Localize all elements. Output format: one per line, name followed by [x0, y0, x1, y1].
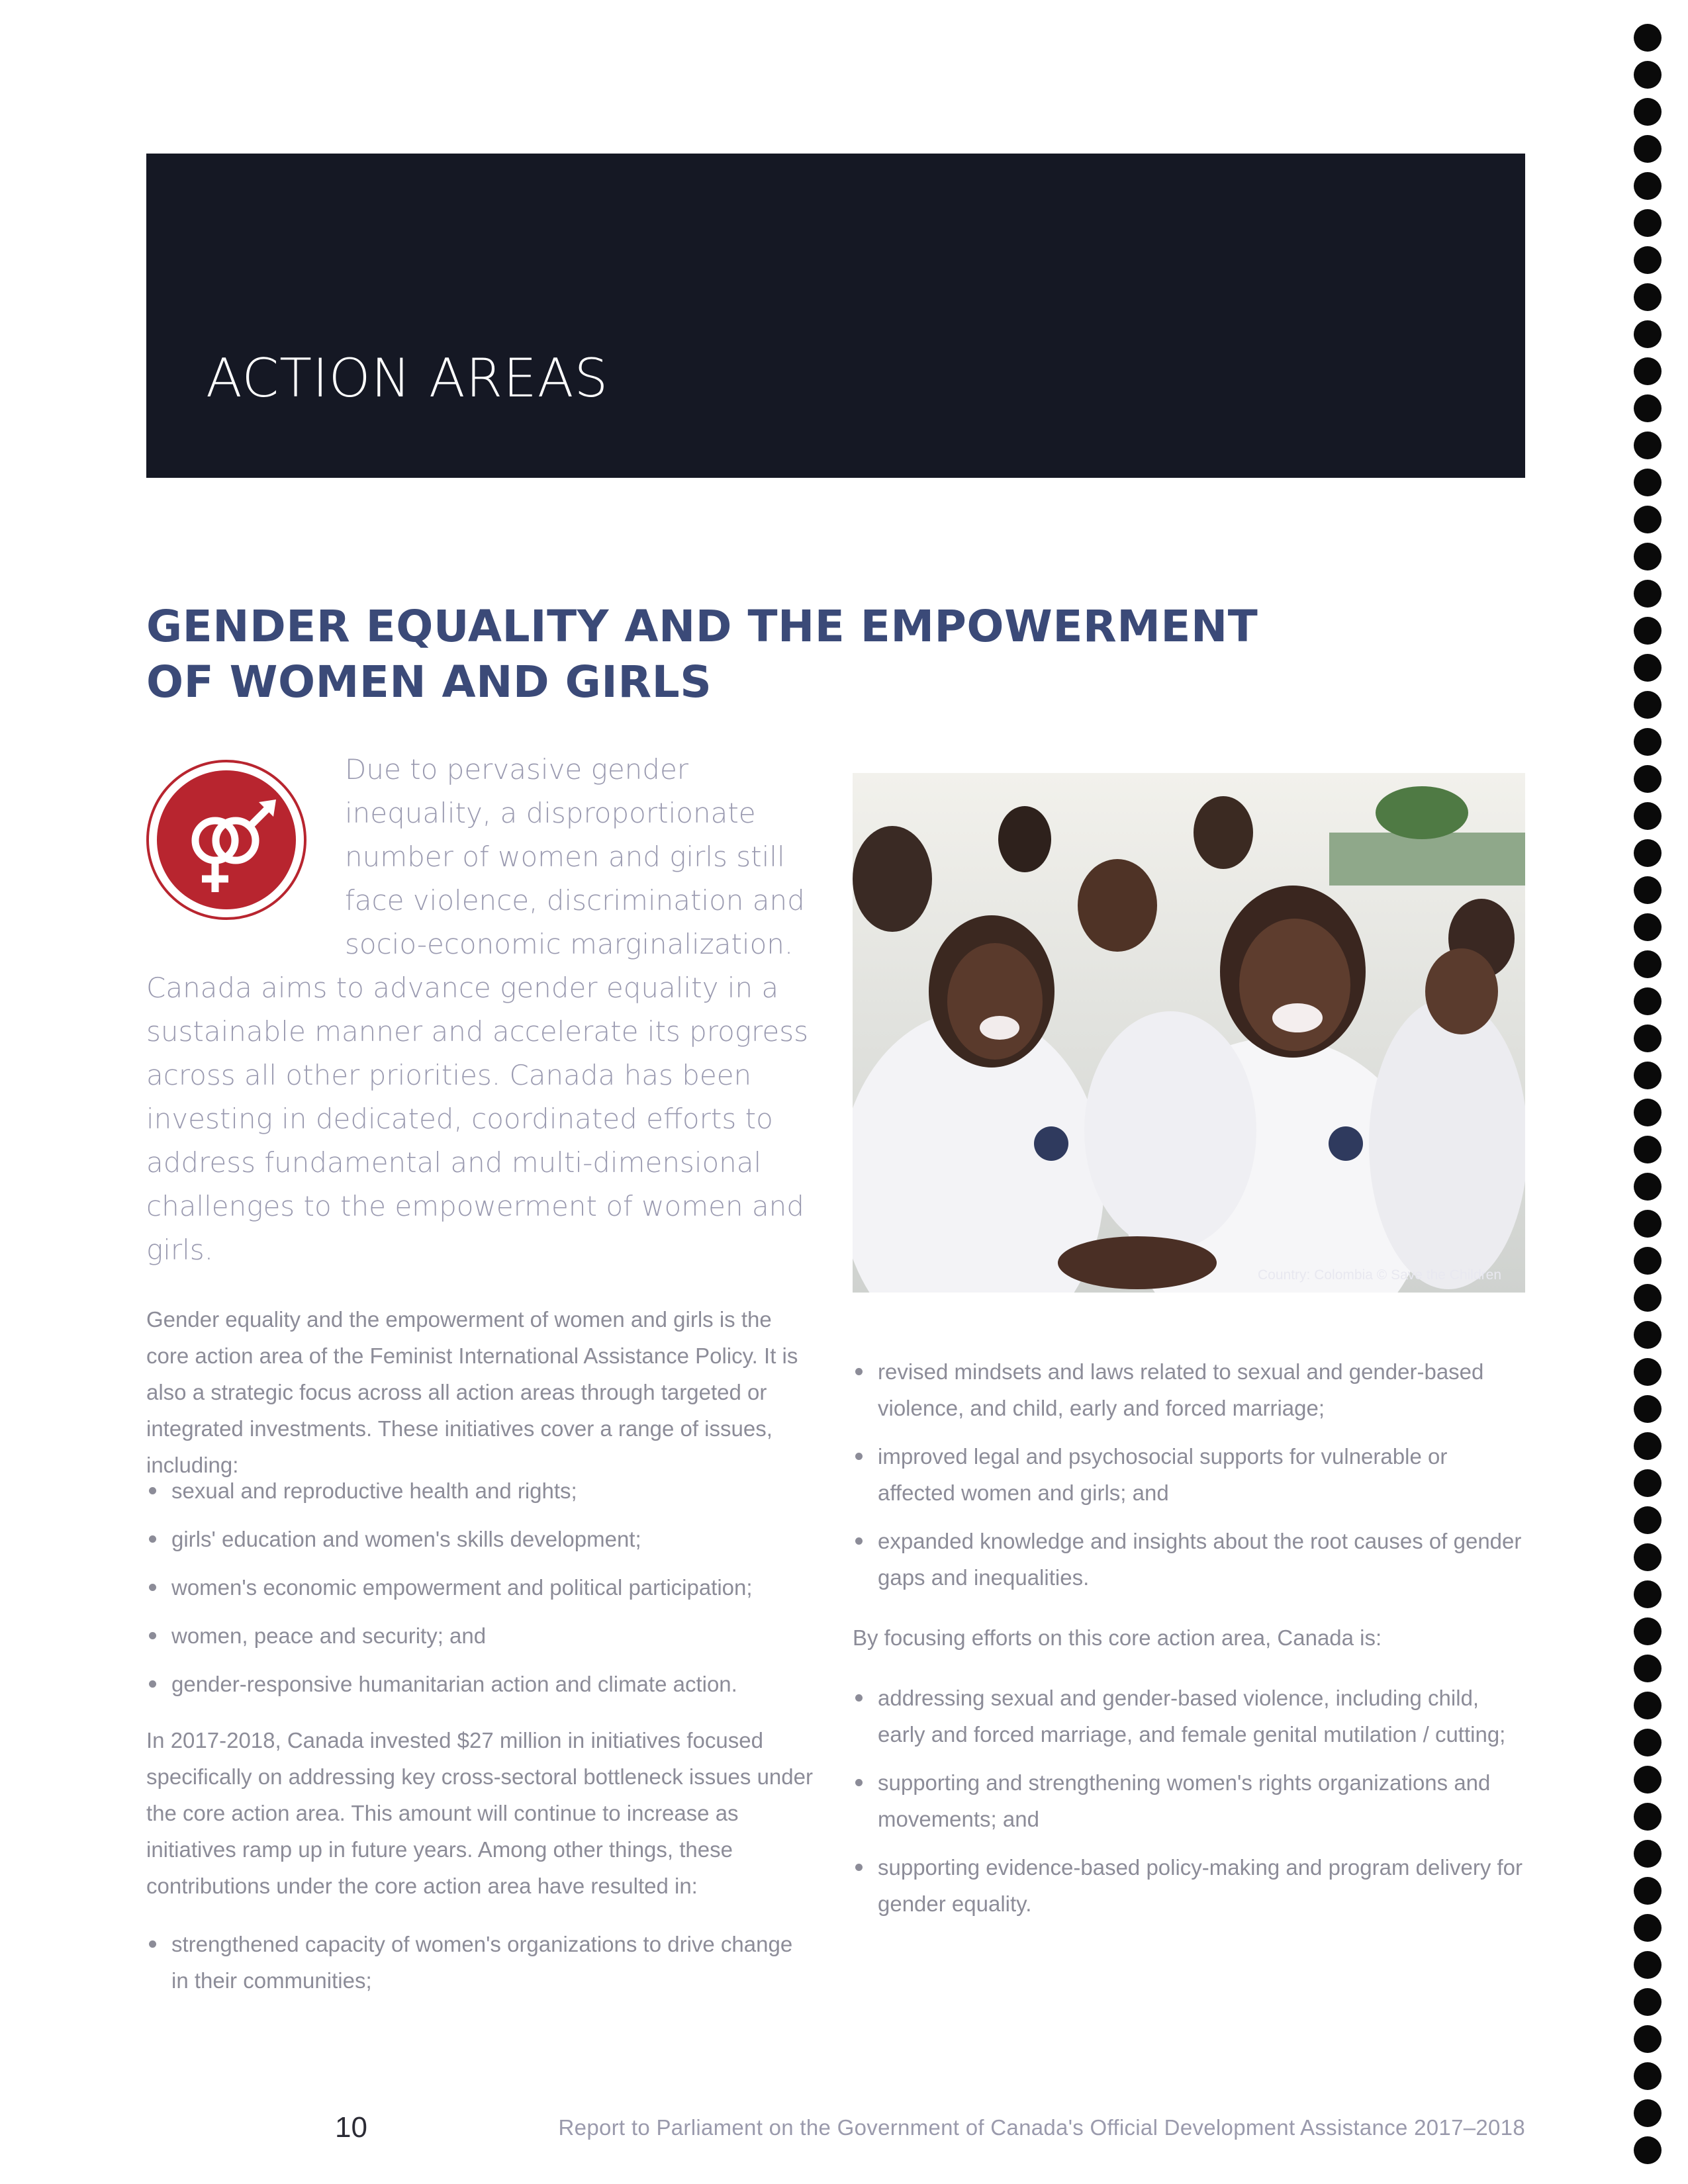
list-item: supporting and strengthening women's rights organizations and movements; and [853, 1764, 1525, 1837]
binding-hole [1634, 1543, 1662, 1571]
binding-hole [1634, 172, 1662, 200]
banner-title: ACTION AREAS [206, 347, 609, 409]
binding-hole [1634, 1803, 1662, 1831]
binding-hole [1634, 1914, 1662, 1942]
binding-hole [1634, 1247, 1662, 1275]
binding-hole [1634, 432, 1662, 459]
section-title-line2: OF WOMEN AND GIRLS [146, 657, 712, 707]
binding-hole [1634, 987, 1662, 1015]
binding-hole [1634, 1469, 1662, 1497]
issues-list [146, 1473, 808, 1714]
binding-hole [1634, 1432, 1662, 1460]
binding-hole [1634, 876, 1662, 904]
binding-hole [1634, 61, 1662, 89]
binding-hole [1634, 320, 1662, 348]
footer-report-title: Report to Parliament on the Government of Canada's Official Development Assistance 2017–2018 [558, 2115, 1525, 2140]
action-areas-banner [146, 154, 1525, 478]
binding-hole [1634, 1951, 1662, 1979]
binding-hole [1634, 1173, 1662, 1201]
binding-hole [1634, 1358, 1662, 1386]
list-item: supporting evidence-based policy-making and program delivery for gender equality. [853, 1849, 1525, 1922]
binding-hole [1634, 469, 1662, 496]
binding-hole [1634, 950, 1662, 978]
results-list-continued [853, 1353, 1525, 1608]
binding-hole [1634, 802, 1662, 830]
binding-hole [1634, 617, 1662, 645]
binding-hole [1634, 1766, 1662, 1794]
binding-hole [1634, 2062, 1662, 2090]
binding-hole [1634, 1321, 1662, 1349]
list-item: women's economic empowerment and political participation; [146, 1569, 808, 1606]
binding-hole [1634, 1099, 1662, 1126]
intro-lead: Due to pervasive gender inequality, a disproportionate number of women and girls still face violence, discrimination and socio-economic marginalization. Canada aims to advance gender equality in a sustainable manner and accelerate its progress across all other priorities. Canada has been investing in dedicated, coordinated efforts to address fundamental and multi-dimensional challenges to the empowerment of women and girls. [146, 753, 809, 1266]
list-item: girls' education and women's skills development; [146, 1521, 808, 1557]
list-item: expanded knowledge and insights about the root causes of gender gaps and inequalities. [853, 1523, 1525, 1596]
binding-hole [1634, 394, 1662, 422]
results-list [146, 1926, 808, 2011]
binding-hole [1634, 2136, 1662, 2164]
binding-hole [1634, 765, 1662, 793]
binding-hole [1634, 913, 1662, 941]
binding-hole [1634, 209, 1662, 237]
list-item: sexual and reproductive health and rights; [146, 1473, 808, 1509]
section-title-line1: GENDER EQUALITY AND THE EMPOWERMENT [146, 601, 1258, 652]
binding-hole [1634, 1877, 1662, 1905]
binding-hole [1634, 1284, 1662, 1312]
binding-hole [1634, 135, 1662, 163]
list-item: women, peace and security; and [146, 1617, 808, 1654]
binding-hole [1634, 98, 1662, 126]
binding-hole [1634, 728, 1662, 756]
list-item: revised mindsets and laws related to sexual and gender-based violence, and child, early and forced marriage; [853, 1353, 1525, 1426]
list-item: gender-responsive humanitarian action and climate action. [146, 1666, 808, 1702]
binding-hole [1634, 654, 1662, 682]
list-item: improved legal and psychosocial supports for vulnerable or affected women and girls; and [853, 1438, 1525, 1511]
binding-hole [1634, 1062, 1662, 1089]
binding-hole [1634, 1729, 1662, 1756]
binding-hole [1634, 1655, 1662, 1682]
binding-hole [1634, 283, 1662, 311]
photo-credit: Country: Colombia © Save the Children [1258, 1267, 1501, 1283]
binding-hole [1634, 1395, 1662, 1423]
photo-schoolgirls [853, 773, 1525, 1293]
binding-hole [1634, 1580, 1662, 1608]
binding-hole [1634, 1988, 1662, 2016]
section-title [146, 599, 1272, 710]
binding-hole [1634, 1692, 1662, 1719]
binding-hole [1634, 691, 1662, 719]
binding-hole [1634, 543, 1662, 570]
binding-hole [1634, 1136, 1662, 1163]
binding-hole [1634, 1617, 1662, 1645]
binding-hole [1634, 246, 1662, 274]
binding-hole [1634, 1840, 1662, 1868]
spiral-binding-holes [1634, 17, 1663, 2184]
binding-hole [1634, 2025, 1662, 2053]
binding-hole [1634, 1024, 1662, 1052]
intro-paragraph: Gender equality and the empowerment of women and girls is the core action area of the Feminist International Assistance Policy. It is also a strategic focus across all action areas through targeted or integrated investments. These initiatives cover a range of issues, including: [146, 1307, 798, 1477]
page-number: 10 [335, 2111, 367, 2144]
investment-paragraph: In 2017-2018, Canada invested $27 million in initiatives focused specifically on addressing key cross-sectoral bottleneck issues under the core action area. This amount will continue to increase as initiatives ramp up in future years. Among other things, these contributions under the core action area have resulted in: [146, 1728, 813, 1898]
binding-hole [1634, 2099, 1662, 2127]
binding-hole [1634, 24, 1662, 52]
efforts-list [853, 1680, 1525, 1934]
list-item: strengthened capacity of women's organizations to drive change in their communities; [146, 1926, 808, 1999]
binding-hole [1634, 1506, 1662, 1534]
binding-hole [1634, 1210, 1662, 1238]
list-item: addressing sexual and gender-based violence, including child, early and forced marriage, and female genital mutilation / cutting; [853, 1680, 1525, 1752]
focus-paragraph: By focusing efforts on this core action area, Canada is: [853, 1625, 1382, 1650]
binding-hole [1634, 839, 1662, 867]
binding-hole [1634, 506, 1662, 533]
binding-hole [1634, 357, 1662, 385]
binding-hole [1634, 580, 1662, 608]
